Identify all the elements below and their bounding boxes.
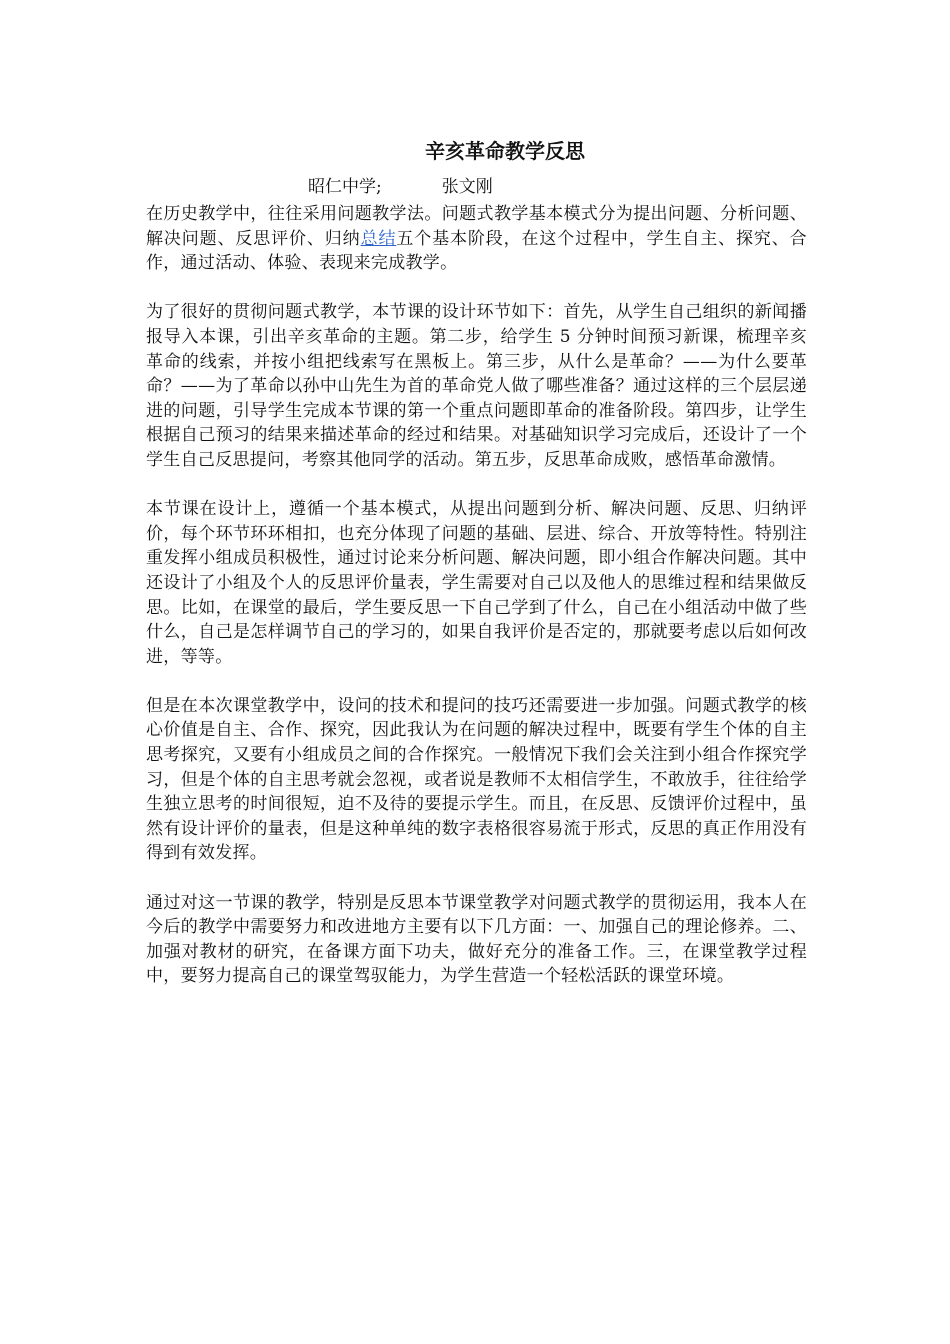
document-body <box>146 202 807 1014</box>
school-name: 昭仁中学; <box>308 177 382 197</box>
author-name: 张文刚 <box>441 177 493 197</box>
paragraph-1 <box>146 202 807 276</box>
summary-link[interactable]: 总结 <box>360 228 397 249</box>
paragraph-4: 但是在本次课堂教学中，设问的技术和提问的技巧还需要进一步加强。问题式教学的核心价值是自主、合作、探究，因此我认为在问题的解决过程中，既要有学生个体的自主思考探究，又要有小组成员之间的合作探究。一般情况下我们会关注到小组合作探究学习，但是个体的自主思考就会忽视，或者说是教师不太相信学生，不敢放手，往往给学生独立思考的时间很短，迫不及待的要提示学生。而且，在反思、反馈评价过程中，虽然有设计评价的量表，但是这种单纯的数字表格很容易流于形式，反思的真正作用没有得到有效发挥。 <box>146 695 807 864</box>
document-title: 辛亥革命教学反思 <box>425 139 585 163</box>
byline <box>308 175 493 199</box>
paragraph-5: 通过对这一节课的教学，特别是反思本节课堂教学对问题式教学的贯彻运用，我本人在今后的教学中需要努力和改进地方主要有以下几方面：一、加强自己的理论修养。二、加强对教材的研究，在备课方面下功夫，做好充分的准备工作。三，在课堂教学过程中，要努力提高自己的课堂驾驭能力，为学生营造一个轻松活跃的课堂环境。 <box>146 892 807 987</box>
paragraph-2: 为了很好的贯彻问题式教学，本节课的设计环节如下：首先，从学生自己组织的新闻播报导入本课，引出辛亥革命的主题。第二步，给学生 5 分钟时间预习新课，梳理辛亥革命的线索，并按小组把线索写在黑板上。第三步，从什么是革命？——为什么要革命？——为了革命以孙中山先生为首的革命党人做了哪些准备？通过这样的三个层层递进的问题，引导学生完成本节课的第一个重点问题即革命的准备阶段。第四步，让学生根据自己预习的结果来描述革命的经过和结果。对基础知识学习完成后，还设计了一个学生自己反思提问，考察其他同学的活动。第五步，反思革命成败，感悟革命激情。 <box>146 302 807 470</box>
paragraph-1-text-after: 五个基本阶段，在这个过程中，学生自主、探究、合作，通过活动、体验、表现来完成教学。 <box>146 228 807 274</box>
paragraph-3: 本节课在设计上，遵循一个基本模式，从提出问题到分析、解决问题、反思、归纳评价，每个环节环环相扣，也充分体现了问题的基础、层进、综合、开放等特性。特别注重发挥小组成员积极性，通过讨论来分析问题、解决问题，即小组合作解决问题。其中还设计了小组及个人的反思评价量表，学生需要对自己以及他人的思维过程和结果做反思。比如，在课堂的最后，学生要反思一下自己学到了什么，自己在小组活动中做了些什么，自己是怎样调节自己的学习的，如果自我评价是否定的，那就要考虑以后如何改进，等等。 <box>146 499 807 667</box>
paragraph-1-text-before: 在历史教学中，往往采用问题教学法。问题式教学基本模式分为提出问题、分析问题、解决问题、反思评价、归纳 <box>146 204 807 249</box>
